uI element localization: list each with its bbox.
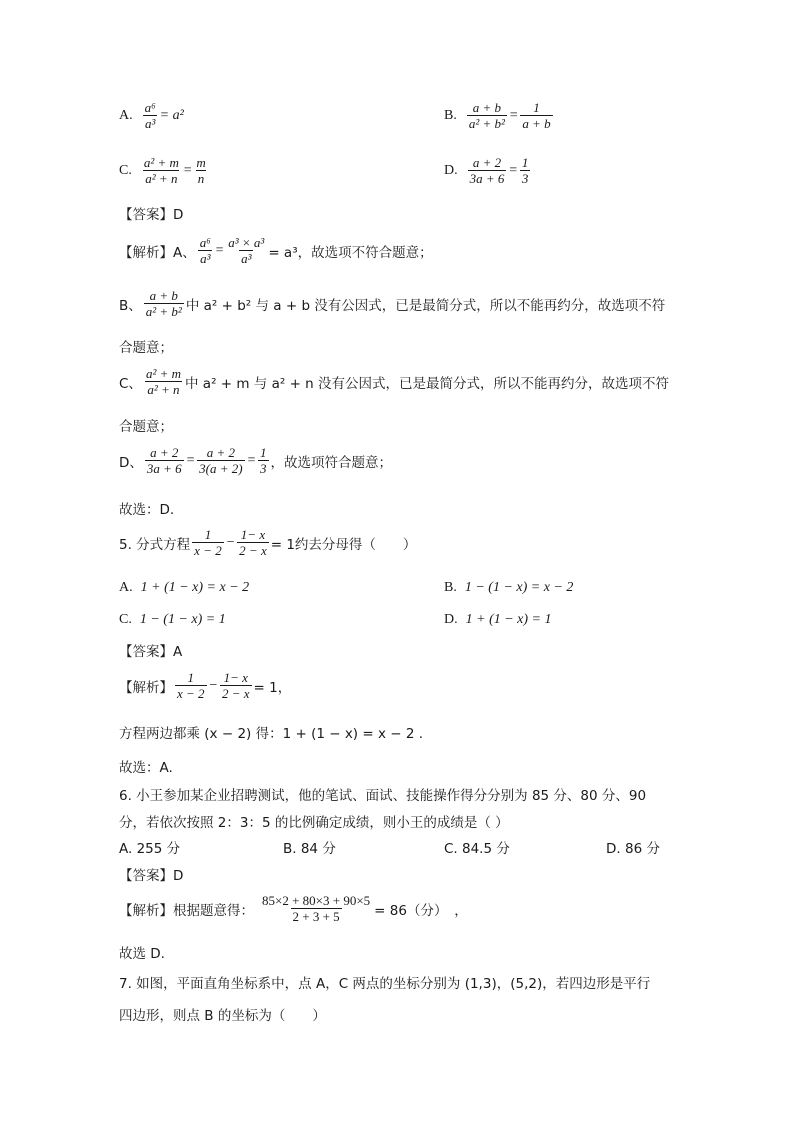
- analysis-head: D、: [119, 454, 143, 471]
- q6-analysis: [119, 893, 468, 924]
- analysis-text: = 86（分） ，: [374, 902, 468, 919]
- analysis-head: 【解析】A、: [119, 244, 196, 261]
- question-text: = 1约去分母得（ ）: [270, 536, 417, 553]
- fraction: $\frac{\text{a⁶}}{\text{a³}}$: [199, 235, 211, 266]
- fraction: $\frac{m}{n}$: [196, 155, 206, 186]
- q5-option-c: [119, 612, 226, 628]
- q6-option-a: A. 255 分: [119, 841, 181, 857]
- analysis-text: 中 a² + b² 与 a + b 没有公因式，已是最简分式，所以不能再约分，故选项不符: [185, 297, 666, 314]
- fraction: $\frac{\text{a⁶}}{\text{a³}}$: [144, 100, 156, 131]
- fraction: $\frac{85\times 2 + 80\times 3 + 90\times 5}{2 + 3 + 5}$: [262, 893, 371, 924]
- option-text: 1 + (1 − x) = 1: [465, 612, 552, 627]
- option-label: D.: [444, 162, 458, 178]
- fraction: $\frac{1}{x - 2}$: [194, 527, 222, 558]
- q6-question-line1: 6. 小王参加某企业招聘测试，他的笔试、面试、技能操作得分分别为 85 分、80 分、90: [119, 788, 647, 804]
- q5-option-d: [444, 612, 552, 628]
- q4-option-a: [119, 100, 184, 131]
- analysis-head: 【解析】根据题意得：: [119, 902, 254, 919]
- equals: =: [182, 162, 193, 178]
- q4-answer: 【答案】D: [119, 207, 184, 223]
- fraction: $\frac{a + b}{\text{a² + b²}}$: [145, 288, 182, 319]
- q4-analysis-d: [119, 445, 392, 476]
- q4-conclusion: 故选：D.: [119, 502, 175, 518]
- option-label: D.: [444, 612, 458, 627]
- q4-analysis-c: [119, 366, 669, 397]
- fraction: $\frac{a + 2}{3a + 6}$: [146, 445, 182, 476]
- q5-option-a: [119, 580, 249, 596]
- q6-option-b: B. 84 分: [283, 841, 336, 857]
- question-text: 5. 分式方程: [119, 536, 191, 553]
- q4-analysis-b-cont: 合题意；: [119, 340, 173, 356]
- analysis-text: = 1，: [253, 679, 292, 696]
- fraction: $\frac{1}{3}$: [260, 445, 267, 476]
- q7-question-line1: 7. 如图，平面直角坐标系中，点 A，C 两点的坐标分别为 (1,3)，(5,2)，若四边形是平行: [119, 976, 651, 992]
- fraction: $\frac{\text{a² + m}}{\text{a² + n}}$: [145, 366, 181, 397]
- fraction: $\frac{1}{a + b}$: [522, 100, 551, 131]
- q5-answer: 【答案】A: [119, 644, 183, 660]
- analysis-head: B、: [119, 297, 142, 314]
- equals: =: [246, 452, 257, 468]
- q6-question-line2: 分，若依次按照 2：3：5 的比例确定成绩，则小王的成绩是（ ）: [119, 815, 509, 831]
- fraction: $\frac{\text{a³ × a³}}{\text{a³}}$: [228, 235, 265, 266]
- option-rhs: = a²: [159, 107, 184, 123]
- analysis-text: 中 a² + m 与 a² + n 没有公因式，已是最简分式，所以不能再约分，故选项不符: [185, 375, 670, 392]
- minus-sign: −: [225, 534, 236, 550]
- analysis-head: 【解析】: [119, 679, 173, 696]
- q7-question-line2: 四边形，则点 B 的坐标为（ ）: [119, 1008, 326, 1024]
- q6-conclusion: 故选 D.: [119, 946, 165, 962]
- option-label: B.: [444, 580, 457, 595]
- q4-analysis-c-cont: 合题意；: [119, 419, 173, 435]
- q4-analysis-a: [119, 235, 433, 266]
- option-label: B.: [444, 107, 457, 123]
- analysis-text: = a³，故选项不符合题意；: [268, 244, 433, 261]
- q5-question: [119, 527, 416, 558]
- analysis-text: ，故选项符合题意；: [270, 454, 393, 471]
- equals: =: [508, 107, 519, 123]
- fraction: $\frac{1}{x - 2}$: [177, 670, 205, 701]
- q4-option-b: [444, 100, 555, 131]
- q6-answer: 【答案】D: [119, 868, 184, 884]
- q6-option-c: C. 84.5 分: [444, 841, 510, 857]
- fraction: $\frac{1- x}{2 - x}$: [222, 670, 250, 701]
- equals: =: [508, 162, 518, 178]
- fraction: $\frac{\text{a² + m}}{\text{a² + n}}$: [143, 155, 179, 186]
- fraction: $\frac{a + b}{\text{a² + b²}}$: [468, 100, 505, 131]
- option-text: 1 − (1 − x) = x − 2: [464, 580, 574, 595]
- q5-analysis: [119, 670, 291, 701]
- fraction: $\frac{a + 2}{3(a + 2)}$: [199, 445, 243, 476]
- q4-analysis-b: [119, 288, 665, 319]
- option-label: A.: [119, 107, 133, 123]
- equals: =: [185, 452, 196, 468]
- option-label: A.: [119, 580, 133, 595]
- option-text: 1 + (1 − x) = x − 2: [140, 580, 250, 595]
- fraction: $\frac{1- x}{2 - x}$: [239, 527, 267, 558]
- option-text: 1 − (1 − x) = 1: [139, 612, 226, 627]
- option-label: C.: [119, 612, 132, 627]
- fraction: $\frac{a + 2}{3a + 6}$: [469, 155, 505, 186]
- fraction: $\frac{1}{3}$: [521, 155, 529, 186]
- q4-option-d: [444, 155, 532, 186]
- q4-option-c: [119, 155, 210, 186]
- equals: =: [214, 242, 225, 258]
- q5-conclusion: 故选：A.: [119, 760, 173, 776]
- q6-option-d: D. 86 分: [606, 841, 660, 857]
- q5-option-b: [444, 580, 573, 596]
- analysis-head: C、: [119, 375, 142, 392]
- minus-sign: −: [208, 677, 218, 693]
- q5-analysis-line2: 方程两边都乘 (x − 2) 得：1 + (1 − x) = x − 2 .: [119, 726, 424, 742]
- option-label: C.: [119, 162, 132, 178]
